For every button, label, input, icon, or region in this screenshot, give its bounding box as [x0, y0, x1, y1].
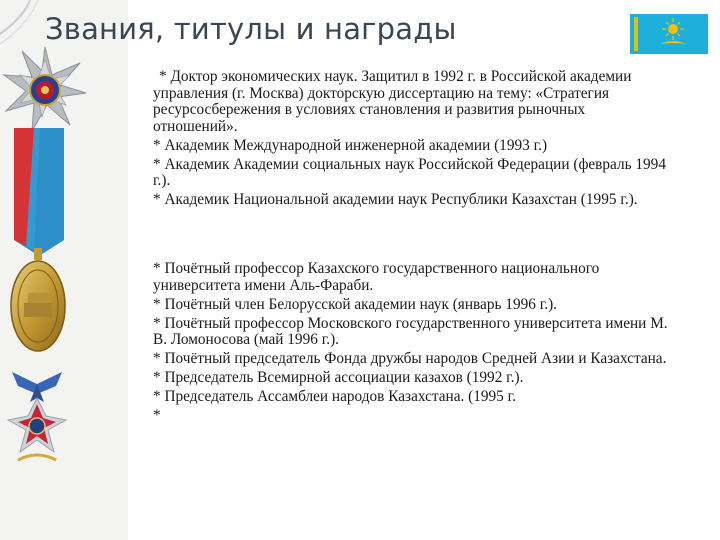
decorated-order-medal-icon — [4, 368, 70, 478]
page-title: Звания, титулы и награды — [45, 12, 457, 46]
paragraph-assembly-of-peoples: * Председатель Ассамблеи народов Казахстана. (1995 г. — [153, 388, 517, 406]
paragraph-friendship-fund: * Почётный председатель Фонда дружбы народов Средней Азии и Казахстана. — [153, 350, 667, 368]
ribbon-medal-icon — [4, 128, 70, 358]
text-body — [153, 69, 668, 427]
star-order-medal-icon — [2, 45, 88, 135]
paragraph-national-academy: * Академик Национальной академии наук Республики Казахстан (1995 г.). — [153, 191, 638, 209]
paragraph-moscow-university: * Почётный профессор Московского государственного университета имени М. В. Ломоносова (май 1996 г.). — [153, 314, 668, 349]
paragraph-doctor-degree: * Доктор экономических наук. Защитил в 1992 г. в Российской академии управления (г. Москва) докторскую диссертацию на тему: «Стратегия ресурсосбережения в условиях становления и развития рыночных отношений». — [153, 68, 632, 135]
paragraph-gap — [153, 211, 668, 261]
paragraph-al-farabi-professor: * Почётный профессор Казахского государственного национального университета имени Аль-Фараби. — [153, 260, 600, 294]
paragraph-kazakh-association: * Председатель Всемирной ассоциации казахов (1992 г.). — [153, 369, 524, 387]
paragraph-social-sciences-academy: * Академик Академии социальных наук Российской Федерации (февраль 1994 г.). — [153, 155, 666, 190]
paragraph-belarus-academy: * Почётный член Белорусской академии наук (январь 1996 г.). — [153, 295, 557, 313]
paragraph-engineering-academy: * Академик Международной инженерной академии (1993 г.) — [153, 136, 548, 154]
kazakhstan-flag-icon — [630, 14, 708, 54]
paragraph-trailing-bullet: * — [153, 407, 161, 425]
